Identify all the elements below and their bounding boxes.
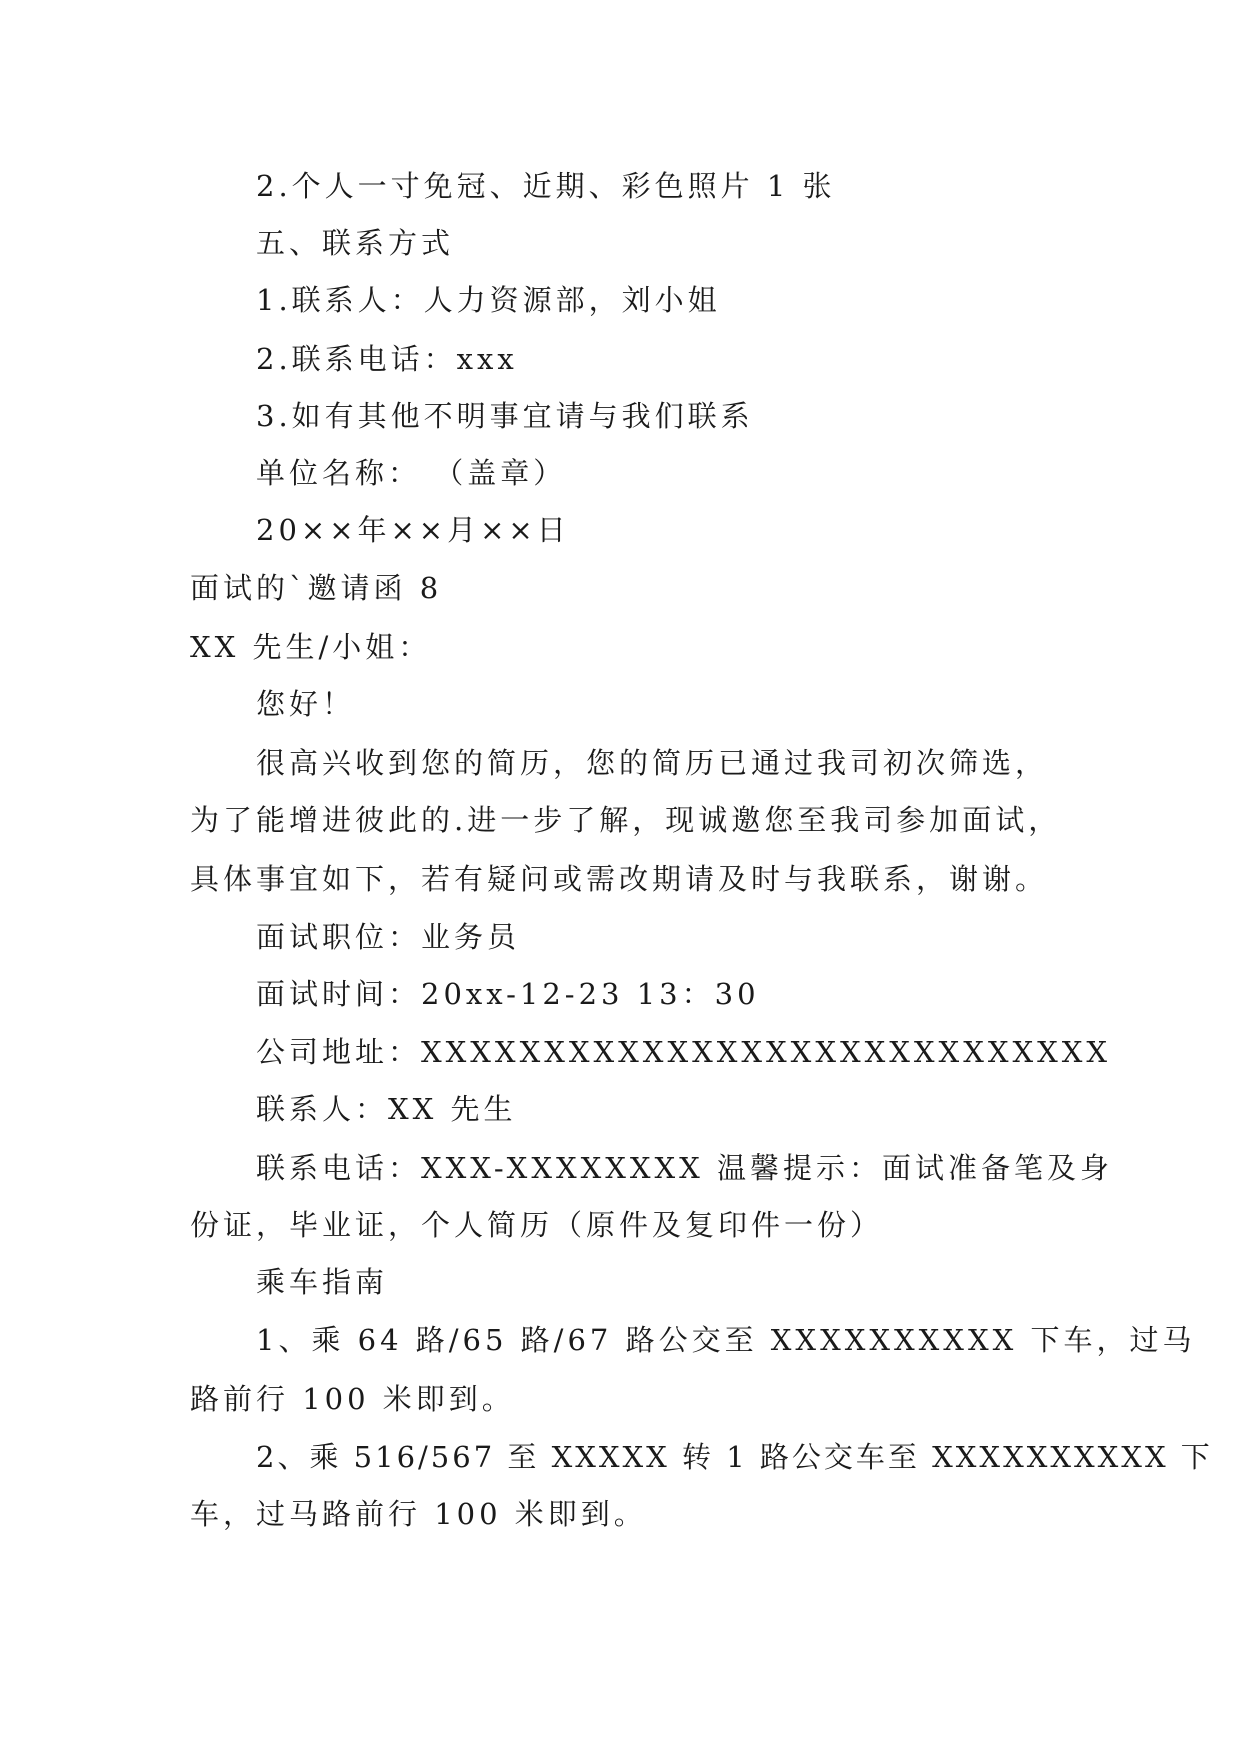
signature-org-line: 单位名称： （盖章）	[256, 456, 567, 490]
directions-item: 1、乘 64 路/65 路/67 路公交至 XXXXXXXXXX 下车，过马	[256, 1323, 1196, 1357]
document-title: 面试的`邀请函 8	[190, 571, 443, 605]
text-line: 1.联系人：人力资源部，刘小姐	[256, 283, 721, 317]
interview-time: 面试时间：20xx-12-23 13：30	[256, 977, 760, 1011]
contact-phone: 联系电话：XXX-XXXXXXXX 温馨提示：面试准备笔及身	[256, 1151, 1114, 1185]
directions-item-continued: 路前行 100 米即到。	[190, 1382, 515, 1416]
date-line: 20××年××月××日	[256, 513, 570, 547]
salutation: XX 先生/小姐：	[190, 630, 432, 664]
directions-item: 2、乘 516/567 至 XXXXX 转 1 路公交车至 XXXXXXXXXX 下	[256, 1440, 1213, 1474]
interview-position: 面试职位：业务员	[256, 920, 521, 954]
contact-person: 联系人：XX 先生	[256, 1092, 517, 1126]
paragraph-line: 很高兴收到您的简历，您的简历已通过我司初次筛选，	[256, 746, 1049, 780]
paragraph-line: 为了能增进彼此的.进一步了解，现诚邀您至我司参加面试，	[190, 803, 1062, 837]
text-line: 2.联系电话：xxx	[256, 342, 518, 376]
text-line: 2.个人一寸免冠、近期、彩色照片 1 张	[256, 169, 836, 203]
paragraph-line: 具体事宜如下，若有疑问或需改期请及时与我联系，谢谢。	[190, 862, 1049, 896]
text-line: 3.如有其他不明事宜请与我们联系	[256, 399, 754, 433]
section-heading: 乘车指南	[256, 1265, 389, 1299]
directions-item-continued: 车，过马路前行 100 米即到。	[190, 1497, 647, 1531]
greeting: 您好！	[256, 687, 356, 721]
company-address: 公司地址：XXXXXXXXXXXXXXXXXXXXXXXXXXXX	[256, 1035, 1112, 1069]
section-heading: 五、联系方式	[256, 226, 455, 260]
paragraph-line: 份证，毕业证，个人简历（原件及复印件一份）	[190, 1208, 884, 1242]
